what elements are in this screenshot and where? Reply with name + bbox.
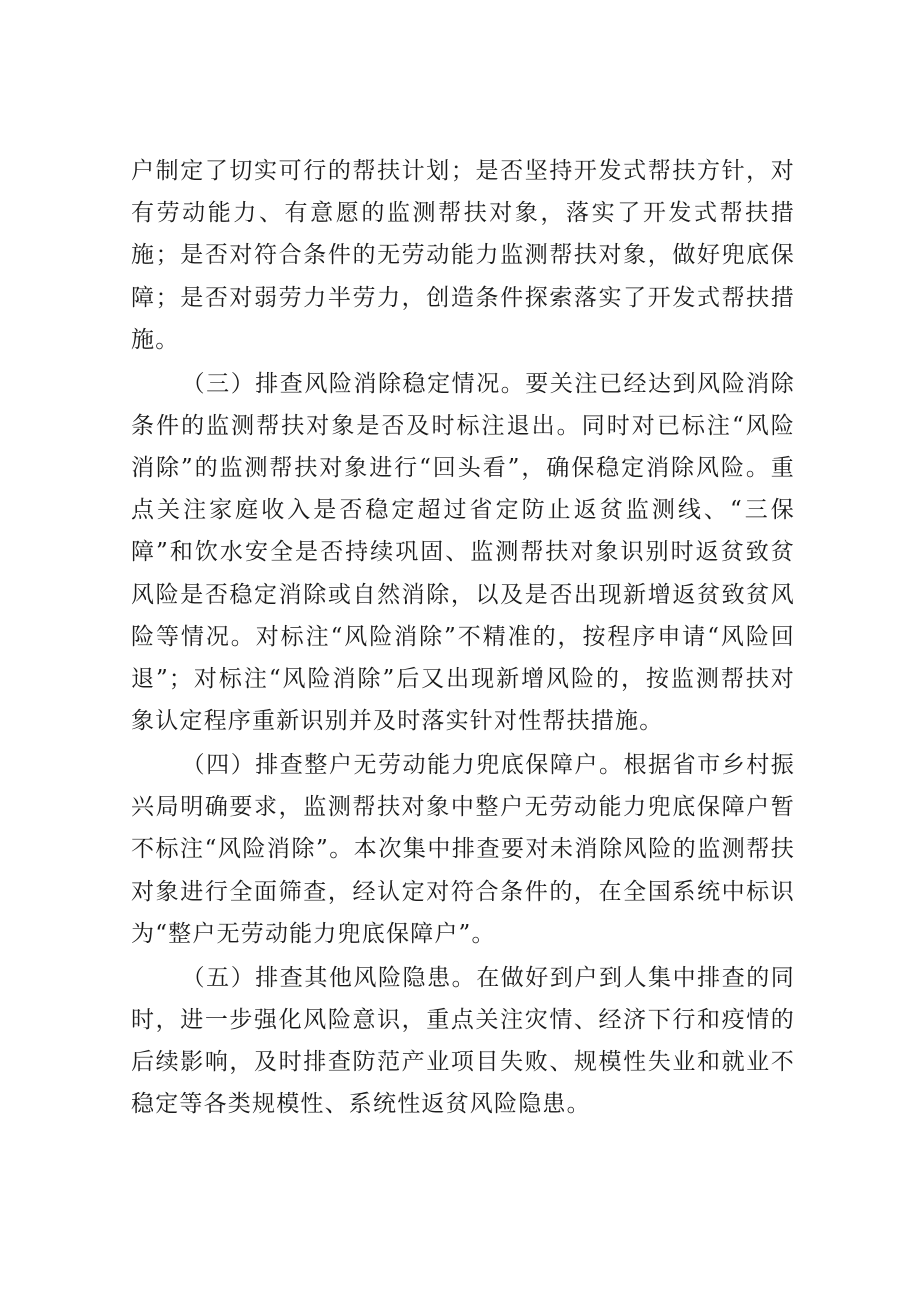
document-body xyxy=(131,150,795,1125)
paragraph-section-4: （四）排查整户无劳动能力兜底保障户。根据省市乡村振兴局明确要求，监测帮扶对象中整户无劳动能力兜底保障户暂不标注“风险消除”。本次集中排查要对未消除风险的监测帮扶对象进行全面筛查，经认定对符合条件的，在全国系统中标识为“整户无劳动能力兜底保障户”。 xyxy=(131,752,795,947)
paragraph-continuation: 户制定了切实可行的帮扶计划；是否坚持开发式帮扶方针，对有劳动能力、有意愿的监测帮扶对象，落实了开发式帮扶措施；是否对符合条件的无劳动能力监测帮扶对象，做好兜底保障；是否对弱劳力半劳力，创造条件探索落实了开发式帮扶措施。 xyxy=(131,158,795,353)
paragraph-section-5: （五）排查其他风险隐患。在做好到户到人集中排查的同时，进一步强化风险意识，重点关注灾情、经济下行和疫情的后续影响，及时排查防范产业项目失败、规模性失业和就业不稳定等各类规模性、系统性返贫风险隐患。 xyxy=(131,964,795,1118)
paragraph-section-3: （三）排查风险消除稳定情况。要关注已经达到风险消除条件的监测帮扶对象是否及时标注退出。同时对已标注“风险消除”的监测帮扶对象进行“回头看”，确保稳定消除风险。重点关注家庭收入是否稳定超过省定防止返贫监测线、“三保障”和饮水安全是否持续巩固、监测帮扶对象识别时返贫致贫风险是否稳定消除或自然消除，以及是否出现新增返贫致贫风险等情况。对标注“风险消除”不精准的，按程序申请“风险回退”；对标注“风险消除”后又出现新增风险的，按监测帮扶对象认定程序重新识别并及时落实针对性帮扶措施。 xyxy=(131,370,795,735)
